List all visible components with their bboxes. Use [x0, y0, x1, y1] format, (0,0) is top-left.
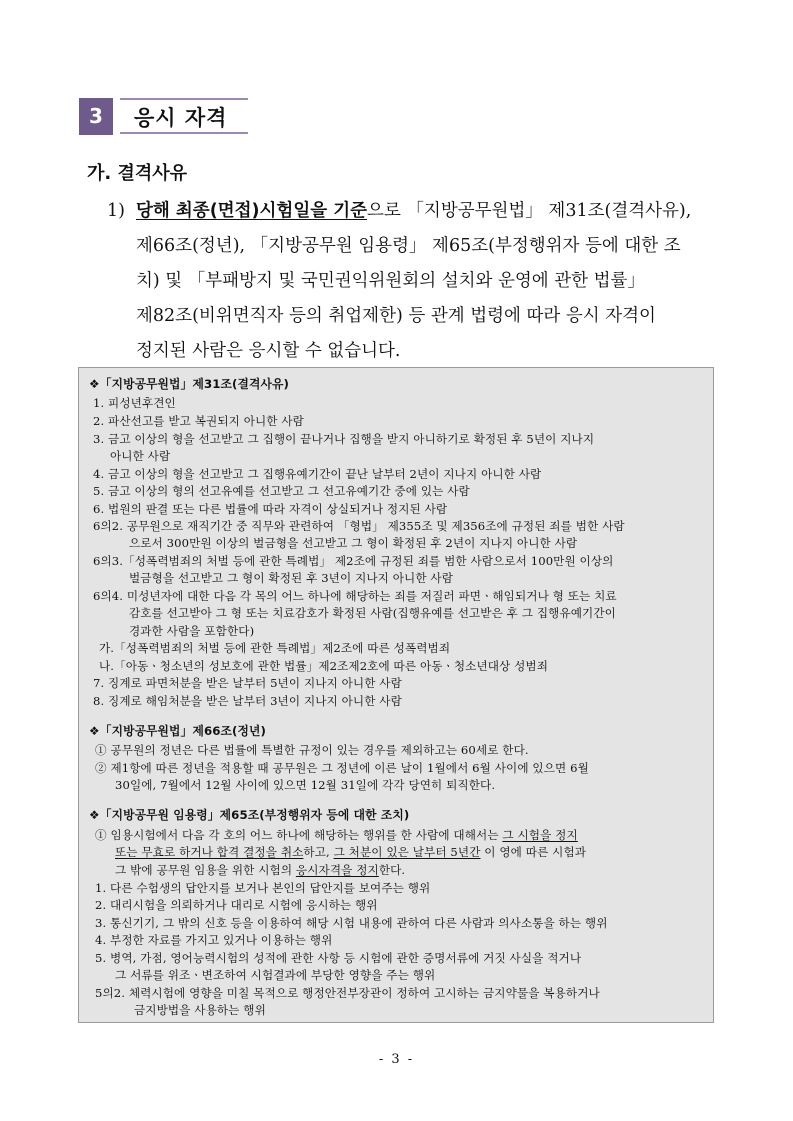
decree65-item-5-2: 5의2. 체력시험에 영향을 미칠 목적으로 행정안전부장관이 정하여 고시하는 금지약물을 복용하거나: [95, 986, 600, 1000]
art31-item-8: 8. 징계로 해임처분을 받은 날부터 3년이 지나지 아니한 사람: [93, 694, 402, 708]
decree65-item-5-2-cont: 금지방법을 사용하는 행위: [134, 1003, 266, 1017]
decree65-c1c-underline: 응시자격을 정지: [295, 863, 379, 877]
paragraph-line-5: 정지된 사람은 응시할 수 없습니다.: [136, 341, 401, 361]
decree65-item-5: 5. 병역, 가점, 영어능력시험의 성적에 관한 사항 등 시험에 관한 증명서류에 거짓 사실을 적거나: [95, 951, 582, 965]
art31-item-6-4-cont2: 경과한 사람을 포함한다): [129, 624, 255, 638]
art31-subitem-ga: 가.「성폭력범죄의 처벌 등에 관한 특례법」제2조에 따른 성폭력범죄: [99, 641, 451, 655]
paragraph-emphasis: 당해 최종(면접)시험일을 기준: [136, 201, 368, 221]
box-heading-art31: ❖「지방공무원법」제31조(결격사유): [89, 377, 290, 391]
art31-item-6: 6. 법원의 판결 또는 다른 법률에 따라 자격이 상실되거나 정지된 사람: [93, 502, 448, 516]
art31-item-5: 5. 금고 이상의 형의 선고유예를 선고받고 그 선고유예기간 중에 있는 사람: [93, 484, 470, 498]
decree65-item-1: 1. 다른 수험생의 답안지를 보거나 본인의 답안지를 보여주는 행위: [95, 881, 431, 895]
paragraph-line-1-text: 으로 「지방공무원법」 제31조(결격사유),: [367, 201, 692, 221]
decree65-c1b-underline1: 또는 무효로 하거나 합격 결정을 취소: [115, 845, 304, 859]
decree65-c1b-mid: 하고,: [303, 845, 334, 859]
paragraph-line-3: 치) 및 「부패방지 및 국민권익위원회의 설치와 운영에 관한 법률」: [136, 271, 645, 291]
art66-clause-2: ② 제1항에 따른 정년을 적용할 때 공무원은 그 정년에 이른 날이 1월에서 6월 사이에 있으면 6월: [95, 761, 589, 775]
paragraph-line-1: [136, 194, 691, 229]
decree65-c1b-underline2: 그 처분이 있은 날부터 5년간: [333, 845, 481, 859]
decree65-item-5-cont: 그 서류를 위조ㆍ변조하여 시험결과에 부당한 영향을 주는 행위: [115, 968, 436, 982]
decree65-item-2: 2. 대리시험을 의뢰하거나 대리로 시험에 응시하는 행위: [95, 898, 378, 912]
paragraph-line-4: 제82조(비위면직자 등의 취업제한) 등 관계 법령에 따라 응시 자격이: [136, 306, 656, 326]
section-number: 3: [79, 98, 113, 135]
art31-item-3-cont: 아니한 사람: [110, 449, 171, 463]
paragraph-line-2: 제66조(정년), 「지방공무원 임용령」 제65조(부정행위자 등에 대한 조: [136, 236, 681, 256]
box-heading-decree65: ❖「지방공무원 임용령」제65조(부정행위자 등에 대한 조치): [89, 808, 410, 822]
art31-item-6-4: 6의4. 미성년자에 대한 다음 각 목의 어느 하나에 해당하는 죄를 저질러 파면ㆍ해임되거나 형 또는 치료: [93, 589, 617, 603]
art31-item-6-4-cont1: 감호를 선고받아 그 형 또는 치료감호가 확정된 사람(집행유예를 선고받은 후 그 집행유예기간이: [129, 606, 616, 620]
page-number: - 3 -: [378, 1052, 415, 1067]
decree65-c1c-pre: 그 밖에 공무원 임용을 위한 시험의: [115, 863, 296, 877]
art31-item-2: 2. 파산선고를 받고 복권되지 아니한 사람: [93, 414, 304, 428]
art31-item-6-3: 6의3.「성폭력범죄의 처벌 등에 관한 특례법」 제2조에 규정된 죄를 범한 사람으로서 100만원 이상의: [93, 554, 614, 568]
art66-clause-2-cont: 30일에, 7월에서 12월 사이에 있으면 12월 31일에 각각 당연히 퇴직한다.: [115, 778, 496, 792]
art31-item-6-2-cont: 으로서 300만원 이상의 벌금형을 선고받고 그 형이 확정된 후 2년이 지나지 아니한 사람: [129, 536, 578, 550]
decree65-item-3: 3. 통신기기, 그 밖의 신호 등을 이용하여 해당 시험 내용에 관하여 다른 사람과 의사소통을 하는 행위: [95, 916, 608, 930]
box-heading-art66: ❖「지방공무원법」제66조(정년): [89, 724, 267, 738]
art31-item-3: 3. 금고 이상의 형을 선고받고 그 집행이 끝나거나 집행을 받지 아니하기로 확정된 후 5년이 지나지: [93, 432, 595, 446]
art31-item-6-2: 6의2. 공무원으로 재직기간 중 직무와 관련하여 「형법」 제355조 및 제356조에 규정된 죄를 범한 사람: [93, 519, 625, 533]
art31-subitem-na: 나.「아동ㆍ청소년의 성보호에 관한 법률」제2조제2호에 따른 아동ㆍ청소년대상 성범죄: [99, 659, 549, 673]
section-title: 응시 자격: [120, 98, 248, 134]
legal-reference-box: [78, 367, 714, 1023]
subheading: 가. 결격사유: [87, 163, 188, 184]
decree65-clause-1-cont1: [115, 844, 586, 861]
art31-item-4: 4. 금고 이상의 형을 선고받고 그 집행유예기간이 끝난 날부터 2년이 지나지 아니한 사람: [93, 467, 542, 481]
paragraph-number: 1): [107, 201, 125, 221]
art31-item-6-3-cont: 벌금형을 선고받고 그 형이 확정된 후 3년이 지나지 아니한 사람: [129, 571, 454, 585]
decree65-c1c-post: 한다.: [378, 863, 406, 877]
art66-clause-1: ① 공무원의 정년은 다른 법률에 특별한 규정이 있는 경우를 제외하고는 60세로 한다.: [95, 743, 529, 757]
decree65-item-4: 4. 부정한 자료를 가지고 있거나 이용하는 행위: [95, 933, 333, 947]
art31-item-1: 1. 피성년후견인: [93, 396, 176, 410]
decree65-c1a-underline: 그 시험을 정지: [502, 828, 578, 842]
art31-item-7: 7. 징계로 파면처분을 받은 날부터 5년이 지나지 아니한 사람: [93, 676, 402, 690]
decree65-c1a-text: ① 임용시험에서 다음 각 호의 어느 하나에 해당하는 행위를 한 사람에 대해서는: [95, 828, 503, 842]
decree65-clause-1: [95, 827, 578, 844]
decree65-clause-1-cont2: [115, 862, 405, 879]
decree65-c1b-post: 이 영에 따른 시험과: [480, 845, 587, 859]
